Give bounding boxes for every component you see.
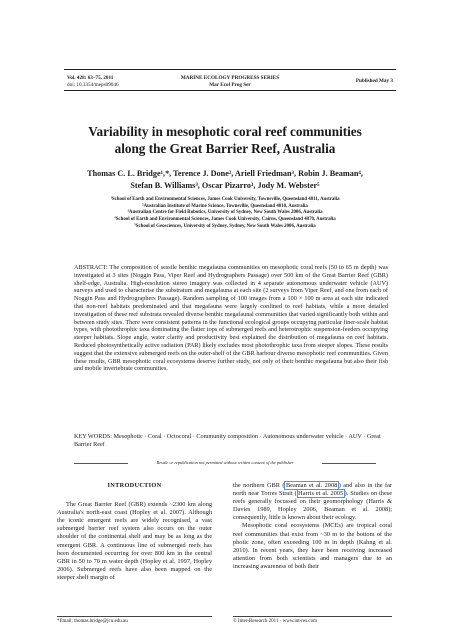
- citation-link-harris[interactable]: Harris et al. 2005: [298, 490, 344, 498]
- intro-paragraph: The Great Barrier Reef (GBR) extends ~2300 km along Australia's north-east coast (Hopley et al. 2007). Although the iconic emergent reefs are widely recognised, a vast submerged barrier reef system also occurs on the outer shoulder of the continental shelf and may be as long as the emergent GBR. A continuous line of submerged reefs has been documented occurring for over 800 km in the central GBR in 50 to 70 m water depth (Hopley et al. 1997, Hopley 2006). Submerged reefs have also been mapped on the steeper shelf margin of: [57, 501, 212, 581]
- right-p1-text-c: ). Studies on these reefs generally focussed on their geomorphology (Harris & Davies 1989, Hopley 2006, Beaman et al. 2008); consequently, little is known about their ecology.: [233, 490, 392, 522]
- keywords: KEY WORDS: Mesophotic · Coral · Octocoral · Community composition · Autonomous underwater vehicle · AUV · Great Barrier Reef: [74, 433, 381, 448]
- citation-link-beaman[interactable]: Beaman et al. 2008: [285, 482, 338, 489]
- affiliation-4: ⁴School of Earth and Environmental Sciences, James Cook University, Cairns, Queensland 4870, Australia: [114, 217, 336, 223]
- affiliation-1: ¹School of Earth and Environmental Sciences, James Cook University, Townsville, Queensland 4811, Australia: [110, 197, 340, 202]
- footnote-rule-right: [233, 616, 392, 617]
- resale-rule-right: [322, 463, 376, 464]
- affiliation-3: ³Australian Centre for Field Robotics, University of Sydney, New South Wales 2006, Australia: [127, 210, 323, 216]
- header-volume-block: [67, 75, 157, 88]
- footer-copyright: © Inter-Research 2011 · www.int-res.com: [233, 619, 317, 624]
- resale-notice: Resale or republication not permitted without written consent of the publisher: [156, 460, 294, 465]
- affiliation-list: [50, 197, 400, 231]
- author-line2: Stefan B. Williams³, Oscar Pizarro³, Jody M. Webster⁵: [130, 180, 320, 190]
- header-bottom-rule: [64, 90, 396, 91]
- header-journal: MARINE ECOLOGY PROGRESS SERIES: [180, 75, 280, 81]
- right-column: [233, 482, 392, 571]
- paper-title-line1: Variability in mesophotic coral reef communities: [88, 124, 362, 139]
- author-line1: Thomas C. L. Bridge¹,*, Terence J. Done², Ariell Friedman³, Robin J. Beaman⁴,: [87, 169, 363, 178]
- header-volume: Vol. 428: 63–75, 2011: [67, 75, 114, 81]
- right-paragraph-1: [233, 482, 392, 522]
- paper-title-line2: along the Great Barrier Reef, Australia: [114, 140, 336, 156]
- right-paragraph-2: Mesophotic coral ecosystems (MCEs) are tropical coral reef communities that exist from ~30 m to the bottom of the photic zone, often exceeding 100 m in depth (Kahng et al. 2010). In recent years, they have been receiving increased attention from both scientists and managers due to an increasing awareness of both their: [233, 522, 392, 570]
- affiliation-2: ²Australian Institute of Marine Science, Townsville, Queensland 4810, Australia: [142, 203, 308, 209]
- header-doi: doi: 10.3354/meps09046: [67, 81, 119, 88]
- author-list: [50, 168, 400, 191]
- footnote-rule-left: [57, 616, 212, 617]
- footnote-email: *Email: thomas.bridge@jcu.edu.au: [57, 619, 128, 624]
- left-column: [57, 482, 212, 582]
- header-published: Published May 3: [355, 78, 393, 84]
- affiliation-5: ⁵School of Geosciences, University of Sydney, Sydney, New South Wales 2006, Australia: [134, 223, 316, 229]
- section-heading-introduction: INTRODUCTION: [107, 482, 162, 489]
- header-journal-abbrev: Mar Ecol Prog Ser: [209, 81, 251, 88]
- header-top-rule: [64, 69, 396, 70]
- right-p1-text-a: the northern GBR (: [233, 482, 285, 489]
- header-journal-block: [150, 75, 310, 88]
- right-p1-text-b: ) and also in the far north near Torres Strait (: [233, 482, 392, 498]
- paper-title: [50, 124, 400, 157]
- abstract: ABSTRACT: The composition of sessile benthic megafauna communities on mesophotic coral reefs (50 to 65 m depth) was investigated at 3 sites (Noggin Pass, Viper Reef and Hydrographers Passage) over 500 km of the Great Barrier Reef (GBR) shelf-edge, Australia. High-resolution stereo imagery was collected in 4 separate autonomous underwater vehicle (AUV) surveys and used to characterise the substratum and megafauna at each site (2 surveys from Viper Reef, and one from each of Noggin Pass and Hydrographers Passage). Random sampling of 100 images from a 100 × 100 m area at each site indicated that non-reef habitats predominated and that megafauna were largely confined to reef habitats, while a more detailed investigation of these reef substrata revealed diverse benthic megafaunal communities that varied significantly both within and between study sites. There were consistent patterns in the functional ecological groups occupying particular finer-scale habitat types, with photothrophic taxa dominating the flatter tops of submerged reefs and heterotrophic suspension-feeders occupying steeper habitats. Slope angle, water clarity and productivity best explained the distribution of megafauna on reef habitats. Reduced photosynthetically active radiation (PAR) likely excludes most photothrophic taxa from steeper slopes. These results suggest that the extensive submerged reefs on the outer-shelf of the GBR harbour diverse mesophotic reef communities. Given these results, GBR mesophotic coral ecosystems deserve further study, not only of their benthic megafauna but also their fish and mobile invertebrate communities.: [74, 264, 388, 373]
